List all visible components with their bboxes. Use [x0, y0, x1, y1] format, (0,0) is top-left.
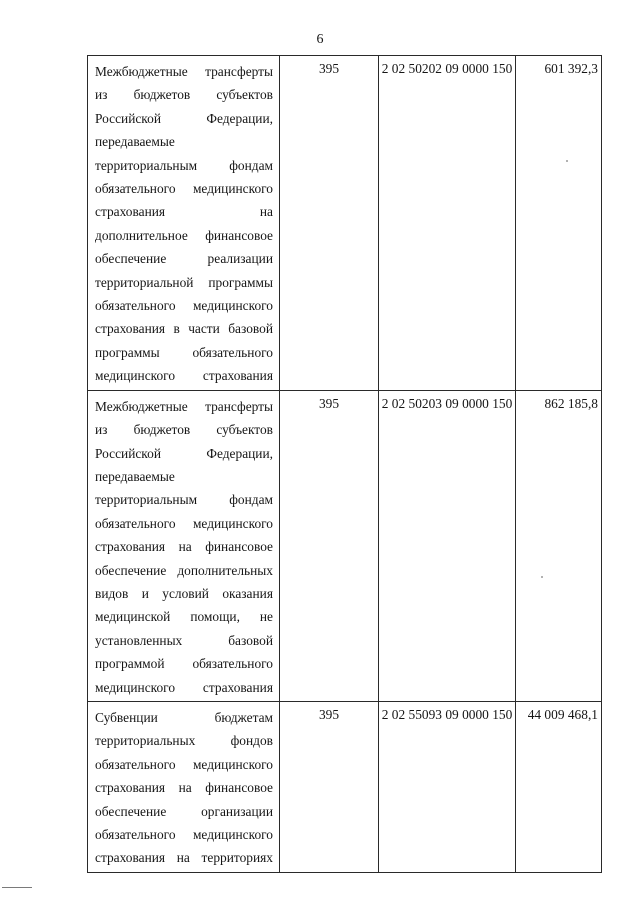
scan-speck — [566, 160, 568, 162]
budget-classification-code-cell: 2 02 50203 09 0000 150 — [379, 390, 516, 701]
page-number: 6 — [316, 32, 324, 47]
revenue-description-cell: Субвенции бюджетам территориальных фондов обязательного медицинского страхования на финансовое обеспечение организации обязательного медицинского страхования на территориях — [88, 701, 280, 872]
budget-revenue-table — [87, 55, 602, 873]
budget-classification-code-cell: 2 02 55093 09 0000 150 — [379, 701, 516, 872]
amount-cell: 862 185,8 — [516, 390, 602, 701]
table-row — [88, 56, 602, 391]
administrator-code-cell: 395 — [280, 56, 379, 391]
scan-speck — [541, 576, 543, 578]
amount-cell: 601 392,3 — [516, 56, 602, 391]
revenue-description-cell: Межбюджетные трансферты из бюджетов субъектов Российской Федерации, передаваемые территориальным фондам обязательного медицинского страхования на дополнительное финансовое обеспечение реализации территориальной программы обязательного медицинского страхования в части базовой программы обязательного медицинского страхования — [88, 56, 280, 391]
margin-mark — [2, 887, 32, 888]
budget-classification-code-cell: 2 02 50202 09 0000 150 — [379, 56, 516, 391]
revenue-description-cell: Межбюджетные трансферты из бюджетов субъектов Российской Федерации, передаваемые территориальным фондам обязательного медицинского страхования на финансовое обеспечение дополнительных видов и условий оказания медицинской помощи, не установленных базовой программой обязательного медицинского страхования — [88, 390, 280, 701]
table-row — [88, 390, 602, 701]
table-row — [88, 701, 602, 872]
amount-cell: 44 009 468,1 — [516, 701, 602, 872]
administrator-code-cell: 395 — [280, 390, 379, 701]
administrator-code-cell: 395 — [280, 701, 379, 872]
